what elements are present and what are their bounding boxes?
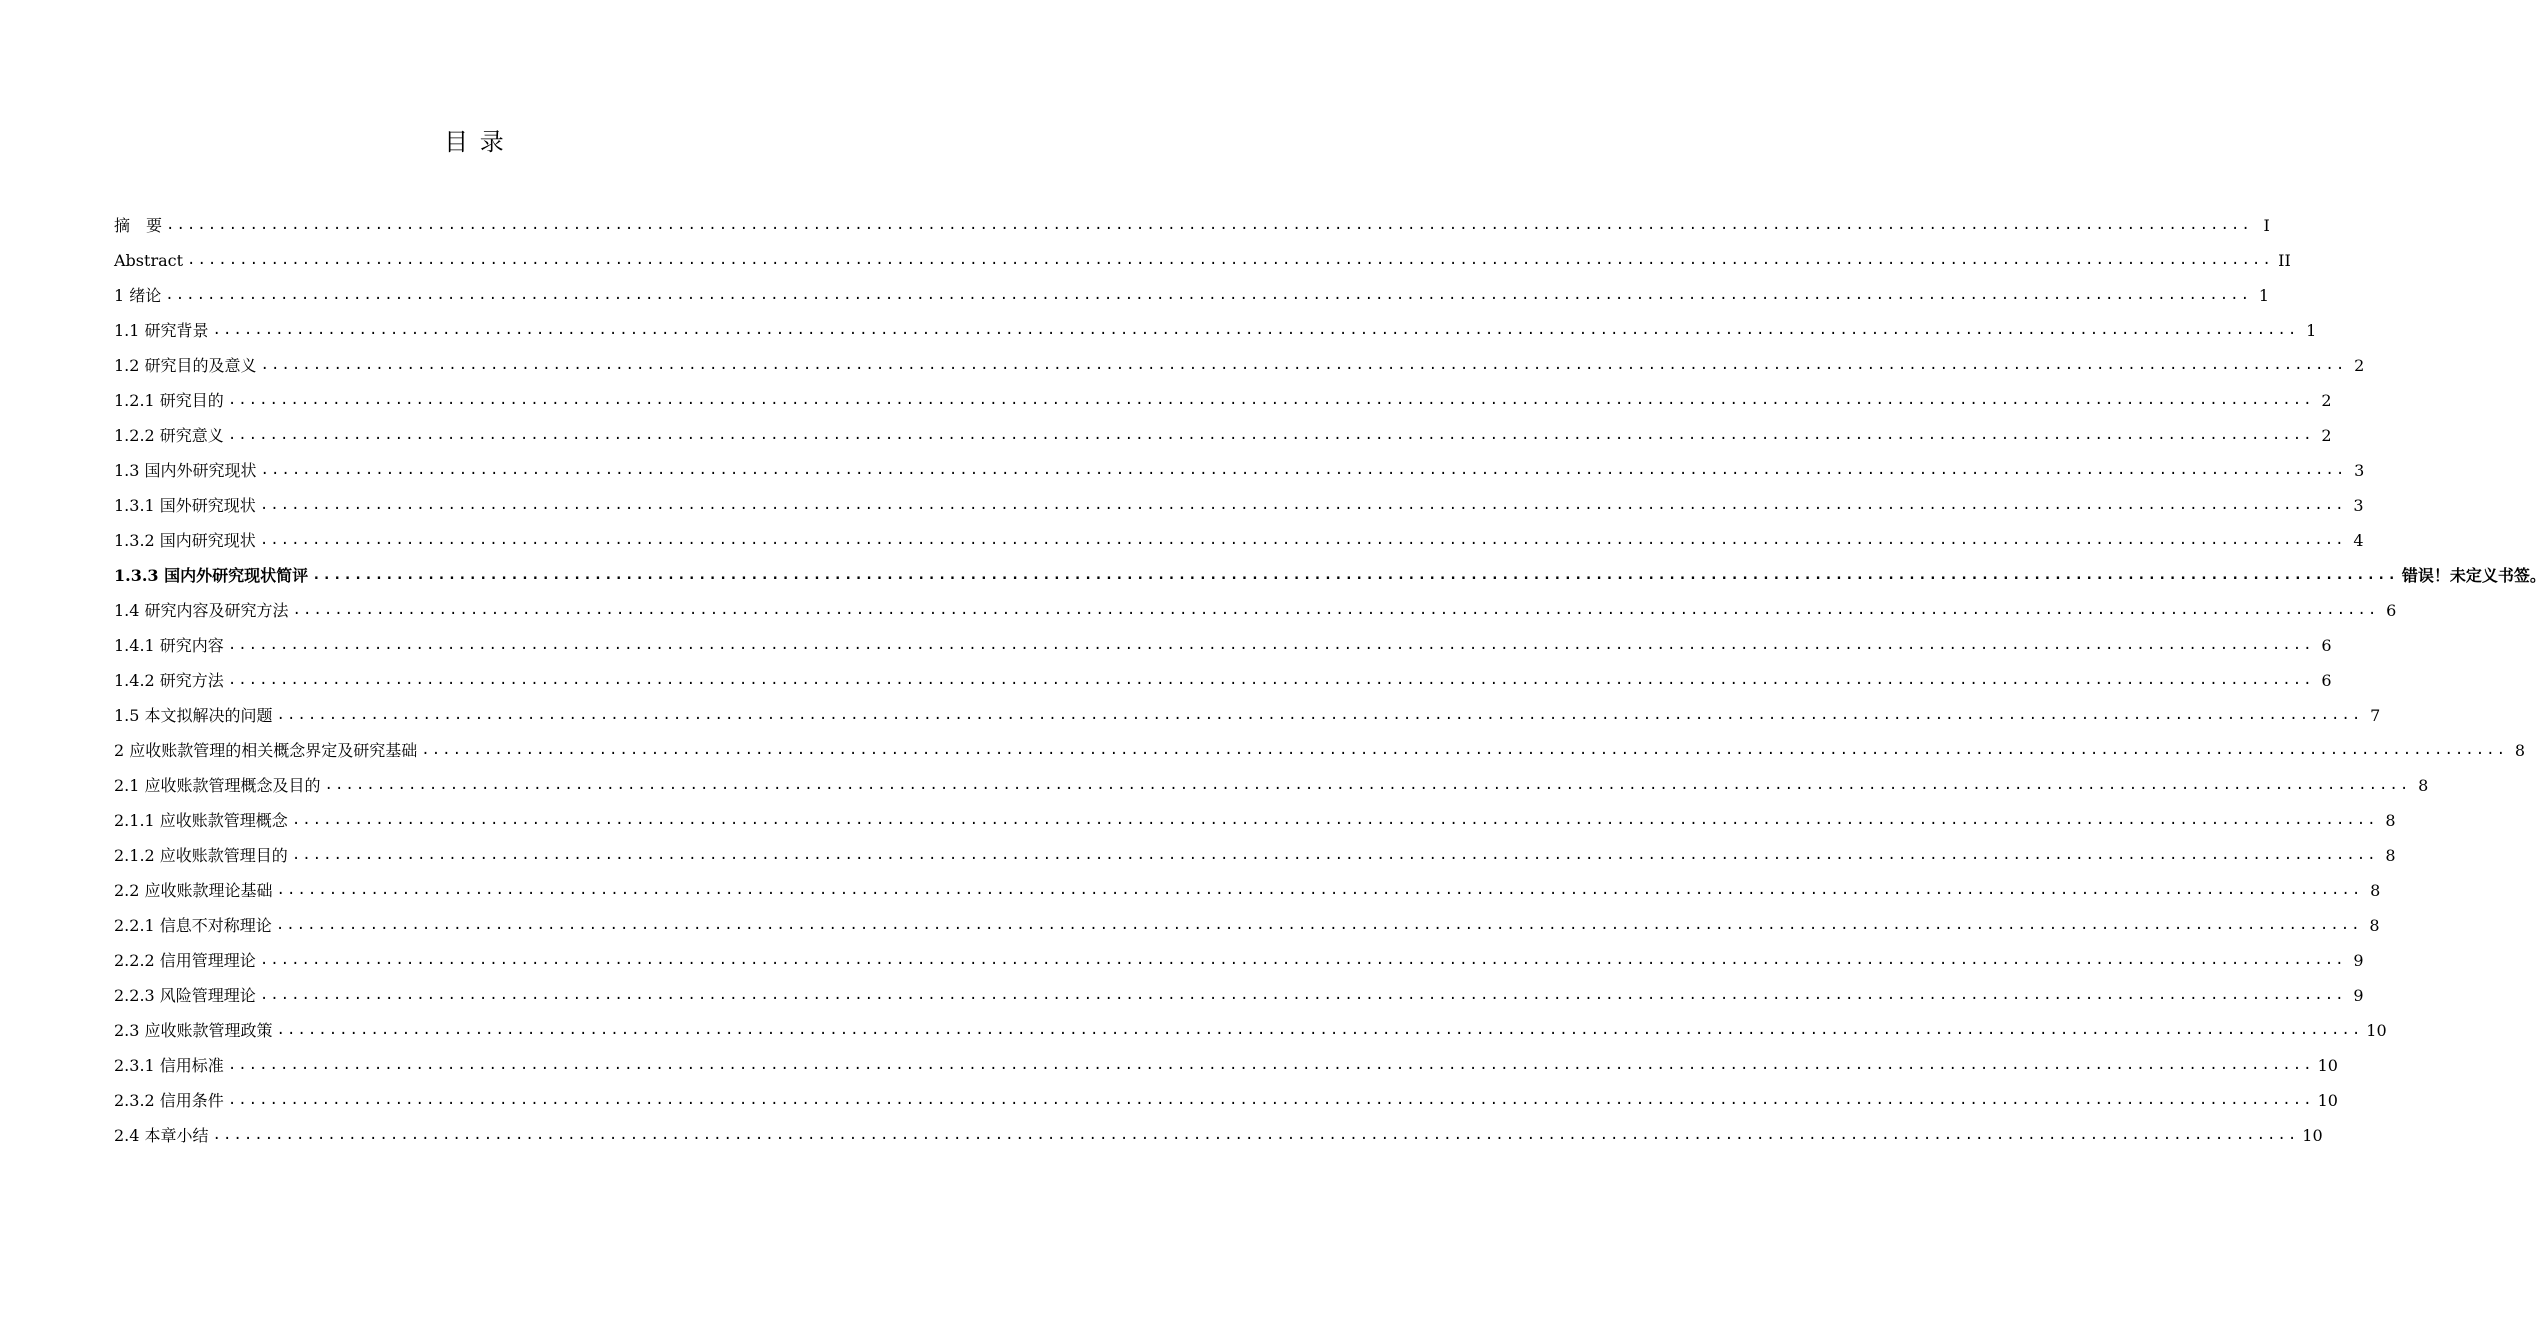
toc-entry-page: 2 — [2354, 356, 2365, 375]
toc-entry-label: 2.1.2 应收账款管理目的 — [114, 846, 288, 865]
table-of-contents — [114, 208, 2546, 1153]
toc-entry-label: 2.2 应收账款理论基础 — [114, 881, 273, 900]
toc-leader-dots: ........................................................................................................................................................................................................ — [227, 392, 2314, 408]
toc-leader-dots: ........................................................................................................................................................................................................ — [291, 812, 2378, 828]
toc-entry-page: 8 — [2385, 811, 2396, 830]
toc-leader-dots: ........................................................................................................................................................................................................ — [227, 1092, 2314, 1108]
toc-entry[interactable] — [114, 418, 2332, 453]
toc-leader-dots: ........................................................................................................................................................................................................ — [227, 672, 2314, 688]
toc-entry-label: 1 绪论 — [114, 286, 162, 305]
toc-leader-dots: ........................................................................................................................................................................................................ — [227, 637, 2314, 653]
toc-leader-dots: ........................................................................................................................................................................................................ — [276, 882, 2363, 898]
toc-entry-page: 6 — [2321, 636, 2332, 655]
toc-entry-label: Abstract — [114, 251, 184, 270]
toc-entry-page: 10 — [2302, 1126, 2323, 1145]
toc-entry-page: I — [2263, 216, 2270, 235]
toc-entry-page: 错误！未定义书签。 — [2401, 566, 2546, 585]
toc-entry-page: 10 — [2317, 1091, 2338, 1110]
toc-entry[interactable] — [114, 208, 2270, 243]
toc-entry-label: 摘 要 — [114, 216, 163, 235]
toc-leader-dots: ........................................................................................................................................................................................................ — [259, 987, 2346, 1003]
toc-entry-label: 1.3.2 国内研究现状 — [114, 531, 256, 550]
toc-entry-label: 1.4.1 研究内容 — [114, 636, 224, 655]
toc-leader-dots: ........................................................................................................................................................................................................ — [259, 497, 2346, 513]
toc-entry-label: 2 应收账款管理的相关概念界定及研究基础 — [114, 741, 418, 760]
toc-entry-page: 4 — [2353, 531, 2364, 550]
toc-leader-dots: ........................................................................................................................................................................................................ — [227, 1057, 2314, 1073]
toc-entry[interactable] — [114, 628, 2332, 663]
toc-entry-page: 6 — [2321, 671, 2332, 690]
toc-entry[interactable] — [114, 1048, 2338, 1083]
toc-entry-page: 2 — [2321, 391, 2332, 410]
toc-entry[interactable] — [114, 558, 2546, 593]
toc-entry-page: 9 — [2353, 951, 2364, 970]
toc-entry-page: 7 — [2370, 706, 2381, 725]
toc-leader-dots: ........................................................................................................................................................................................................ — [166, 217, 2252, 233]
toc-leader-dots: ........................................................................................................................................................................................................ — [276, 707, 2363, 723]
toc-entry[interactable] — [114, 838, 2396, 873]
toc-entry[interactable] — [114, 978, 2364, 1013]
toc-entry-label: 2.3.2 信用条件 — [114, 1091, 224, 1110]
toc-entry-label: 2.3.1 信用标准 — [114, 1056, 224, 1075]
toc-entry[interactable] — [114, 698, 2381, 733]
toc-entry-label: 2.2.1 信息不对称理论 — [114, 916, 272, 935]
toc-leader-dots: ........................................................................................................................................................................................................ — [227, 427, 2314, 443]
toc-leader-dots: ........................................................................................................................................................................................................ — [292, 602, 2379, 618]
toc-entry-page: 1 — [2306, 321, 2317, 340]
toc-entry[interactable] — [114, 803, 2396, 838]
toc-entry-label: 1.3 国内外研究现状 — [114, 461, 257, 480]
toc-leader-dots: ........................................................................................................................................................................................................ — [260, 357, 2347, 373]
toc-entry-label: 2.1.1 应收账款管理概念 — [114, 811, 288, 830]
toc-leader-dots: ........................................................................................................................................................................................................ — [259, 532, 2346, 548]
toc-entry-page: 9 — [2353, 986, 2364, 1005]
toc-leader-dots: ........................................................................................................................................................................................................ — [187, 252, 2273, 268]
toc-leader-dots: ........................................................................................................................................................................................................ — [165, 287, 2252, 303]
toc-entry[interactable] — [114, 278, 2270, 313]
toc-entry[interactable] — [114, 1118, 2323, 1153]
toc-entry-label: 1.2.2 研究意义 — [114, 426, 224, 445]
page-title: 目 录 — [444, 128, 506, 156]
toc-entry-page: 10 — [2366, 1021, 2387, 1040]
toc-entry-label: 2.2.2 信用管理理论 — [114, 951, 256, 970]
toc-leader-dots: ........................................................................................................................................................................................................ — [324, 777, 2411, 793]
toc-entry-label: 1.4 研究内容及研究方法 — [114, 601, 289, 620]
toc-entry[interactable] — [114, 383, 2332, 418]
toc-leader-dots: ........................................................................................................................................................................................................ — [312, 567, 2398, 583]
toc-entry-page: 8 — [2514, 741, 2526, 760]
toc-entry[interactable] — [114, 488, 2364, 523]
toc-entry[interactable] — [114, 943, 2364, 978]
toc-entry[interactable] — [114, 453, 2365, 488]
toc-entry[interactable] — [114, 908, 2380, 943]
toc-entry[interactable] — [114, 768, 2429, 803]
toc-leader-dots: ........................................................................................................................................................................................................ — [276, 1022, 2363, 1038]
toc-entry-label: 1.3.1 国外研究现状 — [114, 496, 256, 515]
toc-entry-page: 8 — [2370, 881, 2381, 900]
toc-entry-page: 8 — [2385, 846, 2396, 865]
toc-entry-label: 1.2.1 研究目的 — [114, 391, 224, 410]
toc-entry[interactable] — [114, 243, 2291, 278]
toc-leader-dots: ........................................................................................................................................................................................................ — [260, 462, 2347, 478]
toc-leader-dots: ........................................................................................................................................................................................................ — [212, 322, 2299, 338]
toc-entry-page: 3 — [2354, 461, 2365, 480]
toc-entry-page: 8 — [2418, 776, 2429, 795]
toc-entry-label: 2.2.3 风险管理理论 — [114, 986, 256, 1005]
toc-entry-label: 1.1 研究背景 — [114, 321, 209, 340]
toc-entry[interactable] — [114, 1083, 2338, 1118]
toc-entry-label: 2.3 应收账款管理政策 — [114, 1021, 273, 1040]
toc-entry[interactable] — [114, 733, 2526, 768]
toc-leader-dots: ........................................................................................................................................................................................................ — [291, 847, 2378, 863]
toc-entry[interactable] — [114, 873, 2381, 908]
toc-entry-page: 2 — [2321, 426, 2332, 445]
toc-entry[interactable] — [114, 593, 2397, 628]
toc-entry-page: II — [2278, 251, 2291, 270]
toc-entry[interactable] — [114, 663, 2332, 698]
toc-entry-page: 6 — [2386, 601, 2397, 620]
toc-entry-page: 10 — [2317, 1056, 2338, 1075]
toc-entry-label: 2.4 本章小结 — [114, 1126, 209, 1145]
toc-entry-label: 1.3.3 国内外研究现状简评 — [114, 566, 309, 585]
toc-entry-label: 1.5 本文拟解决的问题 — [114, 706, 273, 725]
toc-entry[interactable] — [114, 523, 2364, 558]
toc-entry-page: 8 — [2369, 916, 2380, 935]
toc-entry[interactable] — [114, 1013, 2387, 1048]
toc-entry-page: 1 — [2258, 286, 2270, 305]
toc-entry-page: 3 — [2353, 496, 2364, 515]
toc-entry-label: 1.2 研究目的及意义 — [114, 356, 257, 375]
toc-leader-dots: ........................................................................................................................................................................................................ — [259, 952, 2346, 968]
toc-entry[interactable] — [114, 313, 2317, 348]
toc-entry-label: 1.4.2 研究方法 — [114, 671, 224, 690]
toc-entry[interactable] — [114, 348, 2365, 383]
toc-leader-dots: ........................................................................................................................................................................................................ — [212, 1127, 2299, 1143]
toc-leader-dots: ........................................................................................................................................................................................................ — [421, 742, 2508, 758]
toc-entry-label: 2.1 应收账款管理概念及目的 — [114, 776, 321, 795]
toc-leader-dots: ........................................................................................................................................................................................................ — [275, 917, 2362, 933]
